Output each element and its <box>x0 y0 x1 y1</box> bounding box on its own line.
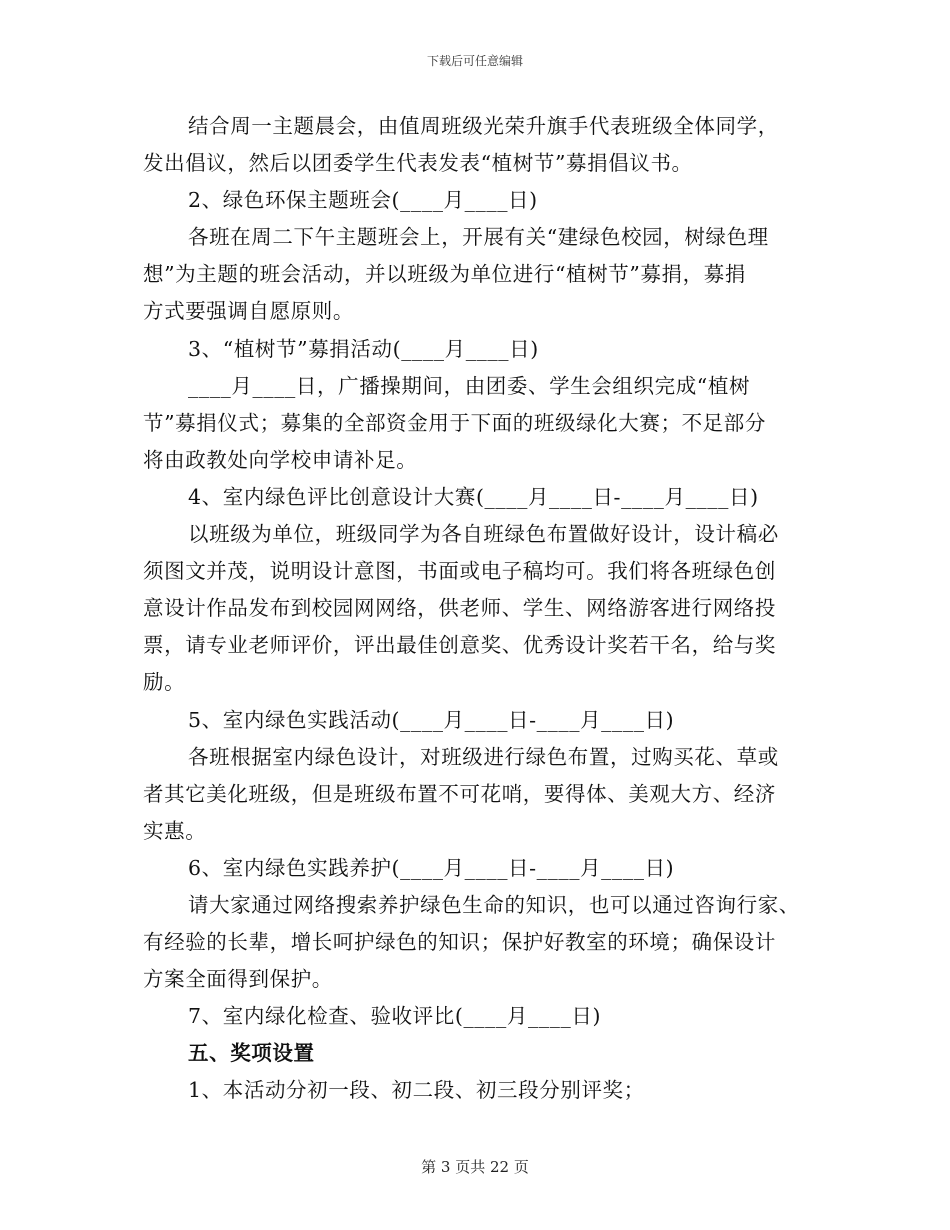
paragraph-line: 票，请专业老师评价，评出最佳创意奖、优秀设计奖若干名，给与奖 <box>143 633 776 658</box>
paragraph-line: 请大家通过网络搜索养护绿色生命的知识，也可以通过咨询行家、 <box>188 892 800 917</box>
section-heading-2: 2、绿色环保主题班会(____月____日) <box>188 188 538 213</box>
paragraph-line: 各班在周二下午主题班会上，开展有关“建绿色校园，树绿色理 <box>188 225 769 250</box>
paragraph-line: 结合周一主题晨会，由值周班级光荣升旗手代表班级全体同学， <box>188 114 779 138</box>
paragraph-line: 以班级为单位，班级同学为各自班绿色布置做好设计，设计稿必 <box>188 522 779 547</box>
paragraph-line: 发出倡议，然后以团委学生代表发表“植树节”募捐倡议书。 <box>143 151 693 176</box>
document-body <box>143 108 798 1110</box>
paragraph-line: 方式要强调自愿原则。 <box>143 299 354 324</box>
paragraph-line: 励。 <box>143 670 186 695</box>
paragraph-line: 将由政教处向学校申请补足。 <box>143 447 418 472</box>
paragraph-line: 想”为主题的班会活动，并以班级为单位进行“植树节”募捐，募捐 <box>143 262 746 287</box>
paragraph-line: 意设计作品发布到校园网网络，供老师、学生、网络游客进行网络投 <box>143 596 776 621</box>
paragraph-line: 各班根据室内绿色设计，对班级进行绿色布置，过购买花、草或 <box>188 744 779 769</box>
paragraph-line: 者其它美化班级，但是班级布置不可花哨，要得体、美观大方、经济 <box>143 781 776 806</box>
section-heading-6: 6、室内绿色实践养护(____月____日-____月____日) <box>188 855 675 880</box>
paragraph-line: 节”募捐仪式；募集的全部资金用于下面的班级绿化大赛；不足部分 <box>143 410 766 435</box>
paragraph-line: 方案全面得到保护。 <box>143 967 333 992</box>
section-heading-4: 4、室内绿色评比创意设计大赛(____月____日-____月____日) <box>188 484 759 509</box>
paragraph-line: 实惠。 <box>143 818 207 843</box>
section-heading-3: 3、“植树节”募捐活动(____月____日) <box>188 336 539 361</box>
section-heading-5: 5、室内绿色实践活动(____月____日-____月____日) <box>188 707 675 732</box>
page-footer: 第 3 页共 22 页 <box>421 1158 529 1176</box>
paragraph-line: ____月____日，广播操期间，由团委、学生会组织完成“植树 <box>188 373 751 398</box>
list-item: 1、本活动分初一段、初二段、初三段分别评奖； <box>188 1078 645 1103</box>
page-header: 下载后可任意编辑 <box>426 54 523 68</box>
section-heading-7: 7、室内绿化检查、验收评比(____月____日) <box>188 1004 602 1029</box>
chapter-heading: 五、奖项设置 <box>188 1041 315 1066</box>
paragraph-line: 有经验的长辈，增长呵护绿色的知识；保护好教室的环境；确保设计 <box>143 930 776 955</box>
paragraph-line: 须图文并茂，说明设计意图，书面或电子稿均可。我们将各班绿色创 <box>143 559 776 584</box>
